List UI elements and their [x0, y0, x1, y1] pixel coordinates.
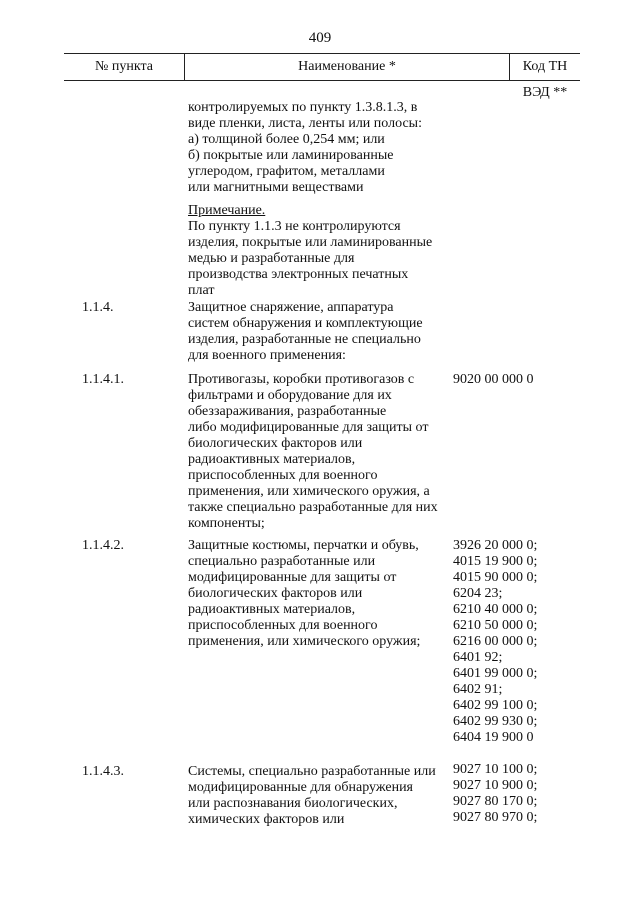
header-name: Наименование *: [298, 59, 396, 74]
item-name-line: Защитное снаряжение, аппаратура: [188, 300, 394, 315]
item-name-line: биологических факторов или: [188, 586, 363, 601]
item-name-line: б) покрытые или ламинированные: [188, 148, 394, 163]
header-code: Код ТН ВЭД **: [522, 59, 568, 100]
page-number: 409: [308, 30, 332, 46]
tnved-code: 6401 99 000 0;: [453, 666, 538, 681]
item-name-line: виде пленки, листа, ленты или полосы:: [188, 116, 422, 131]
item-name-line: или магнитными веществами: [188, 180, 364, 195]
item-number: 1.1.4.1.: [82, 372, 124, 387]
item-name-line: радиоактивных материалов,: [188, 602, 356, 617]
item-name-line: По пункту 1.1.3 не контролируются: [188, 219, 401, 234]
item-name-line: специально разработанные или: [188, 554, 376, 569]
tnved-code: 9027 10 900 0;: [453, 778, 538, 793]
item-name-line: химических факторов или: [188, 812, 345, 827]
item-name-line: приспособленных для военного: [188, 468, 378, 483]
item-number: 1.1.4.3.: [82, 764, 124, 779]
item-name-line: либо модифицированные для защиты от: [188, 420, 429, 435]
item-number: 1.1.4.: [82, 300, 114, 315]
tnved-code: 6402 91;: [453, 682, 503, 697]
tnved-code: 4015 19 900 0;: [453, 554, 538, 569]
item-name-line: компоненты;: [188, 516, 265, 531]
tnved-code: 9027 80 170 0;: [453, 794, 538, 809]
item-name-line: применения, или химического оружия, а: [188, 484, 430, 499]
item-name-line: систем обнаружения и комплектующие: [188, 316, 423, 331]
tnved-code: 9020 00 000 0: [453, 372, 534, 387]
tnved-code: 4015 90 000 0;: [453, 570, 538, 585]
tnved-code: 6401 92;: [453, 650, 503, 665]
item-name-line: приспособленных для военного: [188, 618, 378, 633]
item-name-line: производства электронных печатных: [188, 267, 409, 282]
table-header: [64, 53, 580, 100]
item-name-line: а) толщиной более 0,254 мм; или: [188, 132, 385, 147]
tnved-code: 3926 20 000 0;: [453, 538, 538, 553]
item-name-line: фильтрами и оборудование для их: [188, 388, 392, 403]
tnved-code: 6404 19 900 0: [453, 730, 534, 745]
item-name-line: Защитные костюмы, перчатки и обувь,: [188, 538, 419, 553]
item-name-line: модифицированные для защиты от: [188, 570, 397, 585]
item-name-line: медью и разработанные для: [188, 251, 355, 266]
item-name-line: обеззараживания, разработанные: [188, 404, 387, 419]
item-name-line: контролируемых по пункту 1.3.8.1.3, в: [188, 100, 418, 115]
tnved-code: 6402 99 100 0;: [453, 698, 538, 713]
item-name-line: применения, или химического оружия;: [188, 634, 421, 649]
item-number: 1.1.4.2.: [82, 538, 124, 553]
item-name-line: Системы, специально разработанные или: [188, 764, 436, 779]
note-title: Примечание.: [188, 203, 266, 218]
tnved-code: 6210 50 000 0;: [453, 618, 538, 633]
item-name-line: или распознавания биологических,: [188, 796, 398, 811]
item-name-line: радиоактивных материалов,: [188, 452, 356, 467]
item-name-line: изделия, разработанные не специально: [188, 332, 421, 347]
tnved-code: 9027 80 970 0;: [453, 810, 538, 825]
item-name-line: Противогазы, коробки противогазов с: [188, 372, 415, 387]
tnved-code: 6204 23;: [453, 586, 503, 601]
item-name-line: плат: [188, 283, 215, 298]
tnved-code: 6402 99 930 0;: [453, 714, 538, 729]
tnved-code: 6216 00 000 0;: [453, 634, 538, 649]
item-name-line: углеродом, графитом, металлами: [188, 164, 385, 179]
item-name-line: для военного применения:: [188, 348, 346, 363]
tnved-code: 9027 10 100 0;: [453, 762, 538, 777]
item-name-line: модифицированные для обнаружения: [188, 780, 413, 795]
header-item-number: № пункта: [95, 59, 153, 74]
item-name-line: также специально разработанные для них: [188, 500, 438, 515]
item-name-line: биологических факторов или: [188, 436, 363, 451]
item-name-line: изделия, покрытые или ламинированные: [188, 235, 433, 250]
tnved-code: 6210 40 000 0;: [453, 602, 538, 617]
